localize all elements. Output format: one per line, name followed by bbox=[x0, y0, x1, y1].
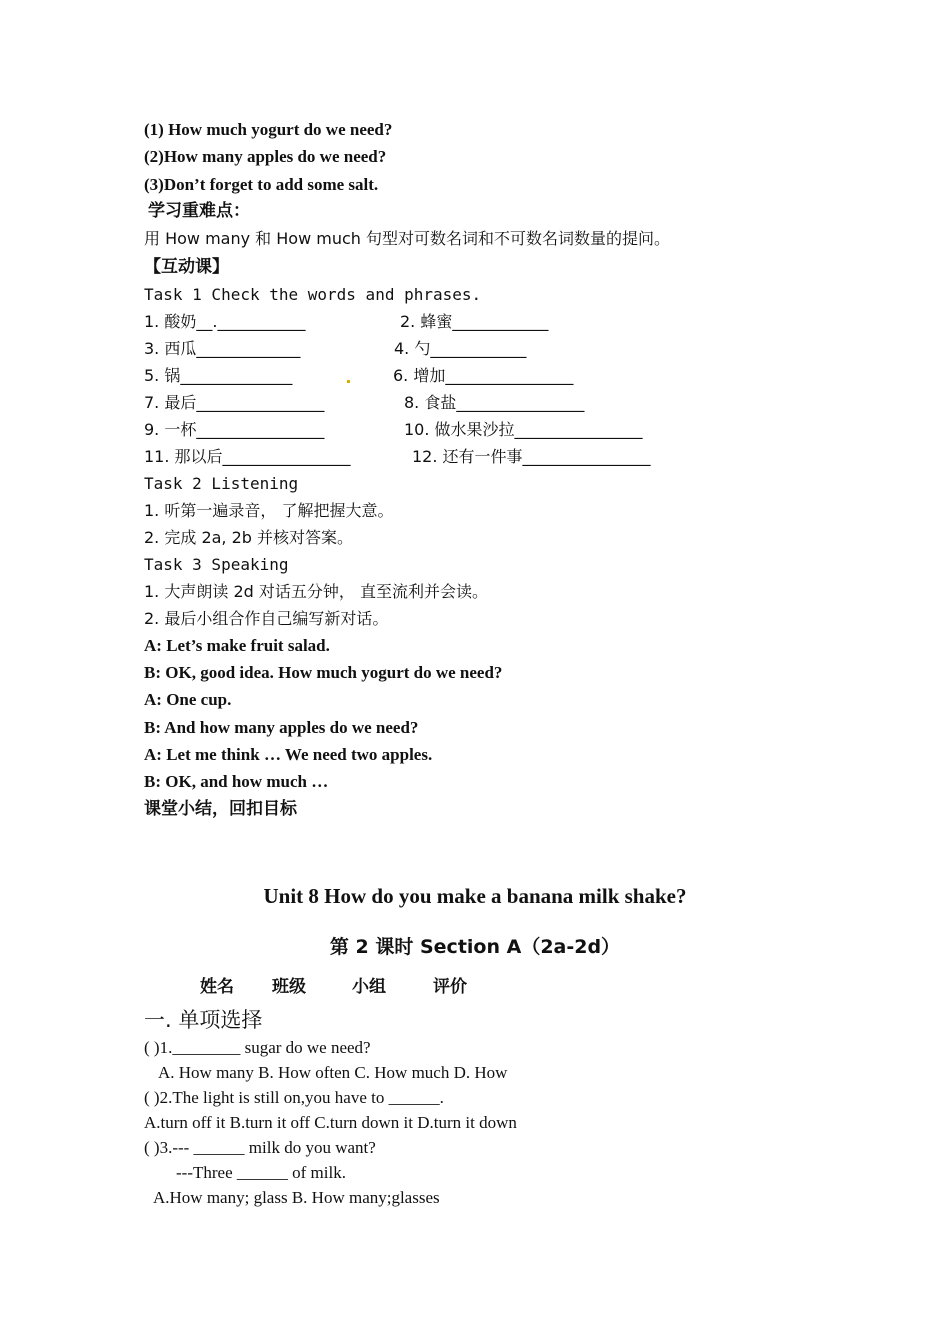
stray-mark bbox=[347, 380, 350, 383]
field-evaluation: 评价 bbox=[433, 977, 467, 997]
field-group: 小组 bbox=[352, 977, 386, 997]
goal-2: (2)How many apples do we need? bbox=[144, 147, 387, 166]
question-2-options: A.turn off it B.turn it off C.turn down it D.turn it down bbox=[144, 1113, 517, 1132]
interactive-heading: 【互动课】 bbox=[144, 257, 229, 277]
goal-1: (1) How much yogurt do we need? bbox=[144, 120, 393, 139]
word-9: 9. 一杯________________ bbox=[144, 420, 325, 439]
dialogue-line-3: A: One cup. bbox=[144, 690, 232, 709]
dialogue-line-5: A: Let me think … We need two apples. bbox=[144, 745, 433, 764]
word-3: 3. 西瓜_____________ bbox=[144, 339, 301, 358]
word-11: 11. 那以后________________ bbox=[144, 447, 351, 466]
word-12: 12. 还有一件事________________ bbox=[412, 447, 651, 466]
word-7: 7. 最后________________ bbox=[144, 393, 325, 412]
question-3-reply: ---Three ______ of milk. bbox=[176, 1163, 346, 1182]
key-points-heading: 学习重难点： bbox=[148, 201, 250, 221]
task3-step-1: 1. 大声朗读 2d 对话五分钟， 直至流利并会读。 bbox=[144, 582, 488, 601]
word-2: 2. 蜂蜜____________ bbox=[400, 312, 549, 331]
goal-3: (3)Don’t forget to add some salt. bbox=[144, 175, 379, 194]
dialogue-line-1: A: Let’s make fruit salad. bbox=[144, 636, 330, 655]
task2-step-1: 1. 听第一遍录音， 了解把握大意。 bbox=[144, 501, 394, 520]
lesson-title: 第 2 课时 Section A（2a-2d） bbox=[329, 936, 621, 958]
question-3: ( )3.--- ______ milk do you want? bbox=[144, 1138, 376, 1157]
word-4: 4. 勺____________ bbox=[394, 339, 527, 358]
unit-title: Unit 8 How do you make a banana milk shake? bbox=[263, 884, 687, 908]
field-name: 姓名 bbox=[200, 977, 234, 997]
dialogue-line-2: B: OK, good idea. How much yogurt do we need? bbox=[144, 663, 503, 682]
task2-title: Task 2 Listening bbox=[144, 474, 299, 493]
word-8: 8. 食盐________________ bbox=[404, 393, 585, 412]
dialogue-line-4: B: And how many apples do we need? bbox=[144, 718, 419, 737]
word-10: 10. 做水果沙拉________________ bbox=[404, 420, 643, 439]
word-5: 5. 锅______________ bbox=[144, 366, 293, 385]
word-1: 1. 酸奶__.___________ bbox=[144, 312, 306, 331]
key-points-text: 用 How many 和 How much 句型对可数名词和不可数名词数量的提问。 bbox=[144, 229, 670, 248]
task3-step-2: 2. 最后小组合作自己编写新对话。 bbox=[144, 609, 389, 628]
question-1-options: A. How many B. How often C. How much D. How bbox=[158, 1063, 508, 1082]
class-summary: 课堂小结，回扣目标 bbox=[144, 799, 297, 819]
question-1: ( )1.________ sugar do we need? bbox=[144, 1038, 371, 1057]
task1-title: Task 1 Check the words and phrases. bbox=[144, 285, 482, 304]
question-3-options: A.How many; glass B. How many;glasses bbox=[153, 1188, 440, 1207]
dialogue-line-6: B: OK, and how much … bbox=[144, 772, 329, 791]
task3-title: Task 3 Speaking bbox=[144, 555, 289, 574]
task2-step-2: 2. 完成 2a, 2b 并核对答案。 bbox=[144, 528, 354, 547]
question-2: ( )2.The light is still on,you have to ______. bbox=[144, 1088, 444, 1107]
exercise-heading: 一. 单项选择 bbox=[144, 1008, 263, 1032]
field-class: 班级 bbox=[272, 977, 306, 997]
word-6: 6. 增加________________ bbox=[393, 366, 574, 385]
